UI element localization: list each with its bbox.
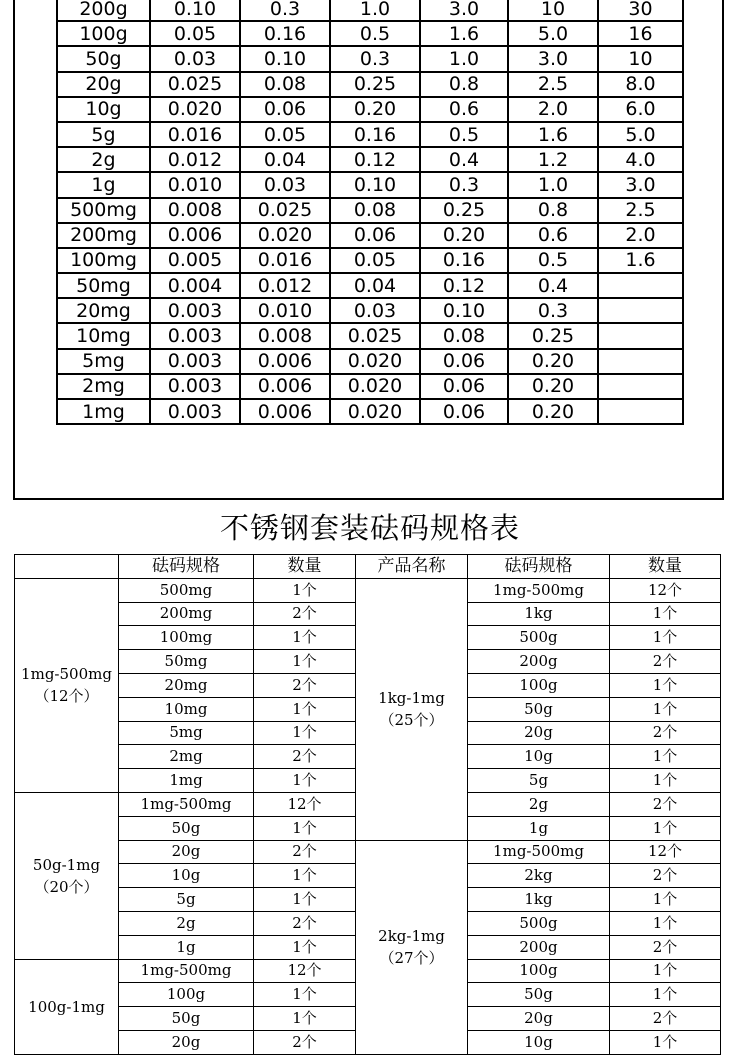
tolerance-cell: 0.08: [240, 72, 330, 97]
nominal-mass-cell: 50g: [57, 46, 150, 71]
weight-qty-cell: 1个: [254, 816, 356, 840]
weight-qty-cell: 2个: [254, 602, 356, 626]
tolerance-row: [57, 72, 683, 97]
weight-qty-cell: 1个: [254, 697, 356, 721]
weight-spec-cell: 1mg-500mg: [468, 578, 610, 602]
weight-spec-cell: 5mg: [119, 721, 254, 745]
nominal-mass-cell: 100mg: [57, 248, 150, 273]
tolerance-cell: 0.03: [330, 298, 420, 323]
tolerance-cell: 0.025: [150, 72, 240, 97]
weight-qty-cell: 2个: [254, 840, 356, 864]
tolerance-cell: 2.0: [508, 97, 598, 122]
nominal-mass-cell: 5g: [57, 122, 150, 147]
nominal-mass-cell: 200mg: [57, 223, 150, 248]
weight-qty-cell: 2个: [610, 650, 721, 674]
tolerance-cell: 6.0: [598, 97, 683, 122]
tolerance-row: [57, 122, 683, 147]
tolerance-row: [57, 97, 683, 122]
weight-qty-cell: 12个: [610, 840, 721, 864]
weight-spec-cell: 1g: [468, 816, 610, 840]
tolerance-cell: 0.06: [420, 349, 508, 374]
tolerance-cell: 0.6: [508, 223, 598, 248]
set-group-count: （12个）: [34, 687, 99, 706]
tolerance-cell: 3.0: [598, 172, 683, 197]
tolerance-cell: 0.016: [240, 248, 330, 273]
tolerance-cell: 5.0: [598, 122, 683, 147]
set-group-cell: [15, 578, 119, 792]
weight-spec-cell: 50g: [119, 1007, 254, 1031]
weight-qty-cell: 1个: [254, 650, 356, 674]
tolerance-cell: 0.05: [240, 122, 330, 147]
tolerance-cell: 0.06: [420, 374, 508, 399]
tolerance-cell: 0.020: [330, 349, 420, 374]
tolerance-cell: 0.25: [420, 198, 508, 223]
weight-spec-cell: 20mg: [119, 673, 254, 697]
nominal-mass-cell: 2g: [57, 147, 150, 172]
weight-qty-cell: 2个: [610, 721, 721, 745]
tolerance-cell: [598, 399, 683, 424]
tolerance-row: [57, 147, 683, 172]
weight-qty-cell: 1个: [254, 578, 356, 602]
weight-qty-cell: 12个: [610, 578, 721, 602]
weight-spec-cell: 20g: [468, 1007, 610, 1031]
tolerance-cell: 1.6: [420, 21, 508, 46]
tolerance-cell: 0.010: [150, 172, 240, 197]
tolerance-cell: 0.12: [420, 273, 508, 298]
set-row: [15, 840, 721, 864]
tolerance-cell: 0.08: [420, 323, 508, 348]
header-qty-right: 数量: [610, 555, 721, 579]
tolerance-row: [57, 21, 683, 46]
weight-qty-cell: 2个: [254, 1030, 356, 1054]
tolerance-cell: 0.20: [508, 349, 598, 374]
tolerance-cell: 0.012: [150, 147, 240, 172]
tolerance-cell: 1.2: [508, 147, 598, 172]
weight-spec-cell: 50g: [468, 697, 610, 721]
weight-spec-cell: 2mg: [119, 745, 254, 769]
weight-spec-cell: 100g: [468, 959, 610, 983]
weight-spec-cell: 1mg-500mg: [119, 959, 254, 983]
weight-spec-cell: 200mg: [119, 602, 254, 626]
weight-spec-cell: 2g: [119, 911, 254, 935]
tolerance-cell: 0.020: [150, 97, 240, 122]
header-spec: 砝码规格: [119, 555, 254, 579]
tolerance-row: [57, 349, 683, 374]
tolerance-cell: 0.003: [150, 298, 240, 323]
set-group-name: 1mg-500mg: [21, 665, 112, 684]
weight-spec-cell: 50g: [119, 816, 254, 840]
set-row: [15, 578, 721, 602]
weight-spec-cell: 500mg: [119, 578, 254, 602]
weight-qty-cell: 1个: [610, 888, 721, 912]
weight-qty-cell: 2个: [610, 1007, 721, 1031]
nominal-mass-cell: 2mg: [57, 374, 150, 399]
tolerance-cell: 0.20: [508, 399, 598, 424]
tolerance-cell: 0.20: [420, 223, 508, 248]
weight-spec-cell: 5g: [119, 888, 254, 912]
tolerance-cell: 0.20: [330, 97, 420, 122]
tolerance-cell: 4.0: [598, 147, 683, 172]
tolerance-cell: 0.16: [420, 248, 508, 273]
tolerance-row: [57, 273, 683, 298]
tolerance-cell: 0.5: [330, 21, 420, 46]
tolerance-cell: 8.0: [598, 72, 683, 97]
weight-spec-cell: 2g: [468, 792, 610, 816]
weight-spec-cell: 1mg: [119, 769, 254, 793]
tolerance-cell: 30: [598, 0, 683, 21]
weight-spec-cell: 20g: [119, 840, 254, 864]
tolerance-cell: 1.6: [598, 248, 683, 273]
weight-qty-cell: 1个: [254, 721, 356, 745]
tolerance-cell: 0.08: [330, 198, 420, 223]
header-spec-right: 砝码规格: [468, 555, 610, 579]
weight-spec-cell: 500g: [468, 911, 610, 935]
tolerance-cell: 2.5: [508, 72, 598, 97]
tolerance-cell: 0.05: [150, 21, 240, 46]
tolerance-cell: [598, 298, 683, 323]
weight-spec-cell: 10g: [119, 864, 254, 888]
weight-qty-cell: 12个: [254, 959, 356, 983]
tolerance-cell: 0.4: [508, 273, 598, 298]
tolerance-cell: 0.008: [240, 323, 330, 348]
weight-qty-cell: 1个: [254, 769, 356, 793]
nominal-mass-cell: 1mg: [57, 399, 150, 424]
tolerance-cell: 0.20: [508, 374, 598, 399]
weight-qty-cell: 12个: [254, 792, 356, 816]
weight-qty-cell: 1个: [610, 626, 721, 650]
weight-spec-cell: 100mg: [119, 626, 254, 650]
tolerance-cell: 0.006: [240, 399, 330, 424]
tolerance-cell: 0.006: [240, 349, 330, 374]
weight-qty-cell: 1个: [254, 864, 356, 888]
weight-spec-cell: 10g: [468, 745, 610, 769]
weight-qty-cell: 1个: [610, 983, 721, 1007]
tolerance-cell: 0.6: [420, 97, 508, 122]
weight-qty-cell: 2个: [254, 673, 356, 697]
weight-spec-cell: 20g: [119, 1030, 254, 1054]
weight-qty-cell: 1个: [610, 745, 721, 769]
set-group-count: （20个）: [34, 877, 99, 896]
tolerance-cell: 0.003: [150, 399, 240, 424]
tolerance-row: [57, 323, 683, 348]
tolerance-cell: 0.10: [420, 298, 508, 323]
tolerance-row: [57, 298, 683, 323]
weight-qty-cell: 1个: [610, 911, 721, 935]
tolerance-cell: 1.0: [420, 46, 508, 71]
weight-qty-cell: 2个: [610, 864, 721, 888]
tolerance-cell: 0.25: [330, 72, 420, 97]
nominal-mass-cell: 500mg: [57, 198, 150, 223]
tolerance-cell: 0.005: [150, 248, 240, 273]
weight-qty-cell: 1个: [254, 626, 356, 650]
weight-spec-cell: 1mg-500mg: [119, 792, 254, 816]
weight-spec-cell: 2kg: [468, 864, 610, 888]
tolerance-cell: 1.0: [508, 172, 598, 197]
tolerance-cell: 0.06: [420, 399, 508, 424]
weight-qty-cell: 1个: [610, 602, 721, 626]
tolerance-row: [57, 172, 683, 197]
weight-spec-cell: 200g: [468, 935, 610, 959]
nominal-mass-cell: 20mg: [57, 298, 150, 323]
set-group-cell: [356, 840, 468, 1054]
tolerance-cell: 0.25: [508, 323, 598, 348]
nominal-mass-cell: 100g: [57, 21, 150, 46]
weight-qty-cell: 2个: [610, 792, 721, 816]
tolerance-cell: 0.020: [240, 223, 330, 248]
tolerance-cell: [598, 273, 683, 298]
tolerance-cell: 0.008: [150, 198, 240, 223]
tolerance-cell: [598, 349, 683, 374]
tolerance-cell: 0.8: [420, 72, 508, 97]
weight-qty-cell: 2个: [254, 745, 356, 769]
tolerance-cell: 0.10: [330, 172, 420, 197]
weight-qty-cell: 2个: [610, 935, 721, 959]
tolerance-cell: 0.16: [240, 21, 330, 46]
tolerance-cell: 0.8: [508, 198, 598, 223]
tolerance-cell: 0.3: [508, 298, 598, 323]
header-product: [15, 555, 119, 579]
tolerance-row: [57, 248, 683, 273]
nominal-mass-cell: 50mg: [57, 273, 150, 298]
weight-qty-cell: 2个: [254, 911, 356, 935]
tolerance-cell: 0.10: [150, 0, 240, 21]
tolerance-row: [57, 198, 683, 223]
tolerance-cell: 1.6: [508, 122, 598, 147]
tolerance-row: [57, 0, 683, 21]
tolerance-cell: 0.003: [150, 323, 240, 348]
nominal-mass-cell: 20g: [57, 72, 150, 97]
tolerance-cell: 1.0: [330, 0, 420, 21]
weight-qty-cell: 1个: [254, 935, 356, 959]
tolerance-cell: 0.3: [420, 172, 508, 197]
tolerance-cell: 0.03: [240, 172, 330, 197]
weight-spec-cell: 50g: [468, 983, 610, 1007]
tolerance-row: [57, 223, 683, 248]
tolerance-cell: 0.003: [150, 349, 240, 374]
tolerance-cell: 0.025: [330, 323, 420, 348]
nominal-mass-cell: 1g: [57, 172, 150, 197]
tolerance-cell: 0.05: [330, 248, 420, 273]
weight-spec-cell: 500g: [468, 626, 610, 650]
tolerance-cell: 0.12: [330, 147, 420, 172]
weight-spec-cell: 50mg: [119, 650, 254, 674]
tolerance-cell: 0.006: [240, 374, 330, 399]
tolerance-cell: 0.06: [240, 97, 330, 122]
tolerance-cell: 3.0: [508, 46, 598, 71]
tolerance-cell: 0.5: [420, 122, 508, 147]
header-row: [15, 555, 721, 579]
weight-qty-cell: 1个: [254, 1007, 356, 1031]
weight-qty-cell: 1个: [610, 769, 721, 793]
set-group-name: 50g-1mg: [32, 855, 101, 874]
tolerance-cell: 0.004: [150, 273, 240, 298]
tolerance-cell: 0.16: [330, 122, 420, 147]
set-group-count: （25个）: [379, 711, 444, 730]
tolerance-cell: 0.03: [150, 46, 240, 71]
weight-spec-cell: 20g: [468, 721, 610, 745]
tolerance-cell: 0.010: [240, 298, 330, 323]
weight-qty-cell: 1个: [254, 983, 356, 1007]
tolerance-cell: [598, 323, 683, 348]
tolerance-cell: 2.0: [598, 223, 683, 248]
set-group-count: （27个）: [379, 949, 444, 968]
weight-spec-cell: 100g: [468, 673, 610, 697]
tolerance-cell: [598, 374, 683, 399]
weight-set-spec-table: [14, 554, 721, 1054]
weight-spec-cell: 1g: [119, 935, 254, 959]
tolerance-row: [57, 399, 683, 424]
tolerance-cell: 0.06: [330, 223, 420, 248]
weight-qty-cell: 1个: [610, 816, 721, 840]
weight-spec-cell: 1kg: [468, 888, 610, 912]
nominal-mass-cell: 5mg: [57, 349, 150, 374]
weight-spec-cell: 10g: [468, 1030, 610, 1054]
tolerance-cell: 5.0: [508, 21, 598, 46]
weight-spec-cell: 200g: [468, 650, 610, 674]
set-group-cell: [356, 578, 468, 840]
tolerance-cell: 0.5: [508, 248, 598, 273]
tolerance-table: [56, 0, 684, 425]
nominal-mass-cell: 10g: [57, 97, 150, 122]
weight-spec-cell: 100g: [119, 983, 254, 1007]
tolerance-cell: 0.003: [150, 374, 240, 399]
set-group-cell: [15, 959, 119, 1054]
set-group-cell: [15, 792, 119, 959]
tolerance-cell: 0.10: [240, 46, 330, 71]
tolerance-cell: 0.04: [330, 273, 420, 298]
weight-qty-cell: 1个: [254, 888, 356, 912]
tolerance-cell: 0.006: [150, 223, 240, 248]
tolerance-cell: 10: [508, 0, 598, 21]
set-table-title: 不锈钢套装砝码规格表: [219, 511, 520, 545]
weight-spec-cell: 1kg: [468, 602, 610, 626]
tolerance-cell: 3.0: [420, 0, 508, 21]
tolerance-cell: 0.3: [240, 0, 330, 21]
tolerance-cell: 0.3: [330, 46, 420, 71]
tolerance-cell: 0.04: [240, 147, 330, 172]
tolerance-cell: 16: [598, 21, 683, 46]
weight-qty-cell: 1个: [610, 673, 721, 697]
weight-spec-cell: 10mg: [119, 697, 254, 721]
tolerance-row: [57, 46, 683, 71]
set-group-name: 100g-1mg: [28, 997, 105, 1016]
nominal-mass-cell: 200g: [57, 0, 150, 21]
tolerance-row: [57, 374, 683, 399]
tolerance-cell: 2.5: [598, 198, 683, 223]
weight-qty-cell: 1个: [610, 1030, 721, 1054]
weight-qty-cell: 1个: [610, 959, 721, 983]
tolerance-cell: 0.020: [330, 374, 420, 399]
set-group-name: 2kg-1mg: [378, 927, 445, 946]
set-group-name: 1kg-1mg: [378, 689, 445, 708]
header-product-name: 产品名称: [356, 555, 468, 579]
tolerance-cell: 0.012: [240, 273, 330, 298]
nominal-mass-cell: 10mg: [57, 323, 150, 348]
tolerance-cell: 0.4: [420, 147, 508, 172]
tolerance-cell: 10: [598, 46, 683, 71]
header-qty: 数量: [254, 555, 356, 579]
tolerance-cell: 0.020: [330, 399, 420, 424]
weight-spec-cell: 1mg-500mg: [468, 840, 610, 864]
tolerance-cell: 0.025: [240, 198, 330, 223]
weight-qty-cell: 1个: [610, 697, 721, 721]
weight-spec-cell: 5g: [468, 769, 610, 793]
tolerance-cell: 0.016: [150, 122, 240, 147]
